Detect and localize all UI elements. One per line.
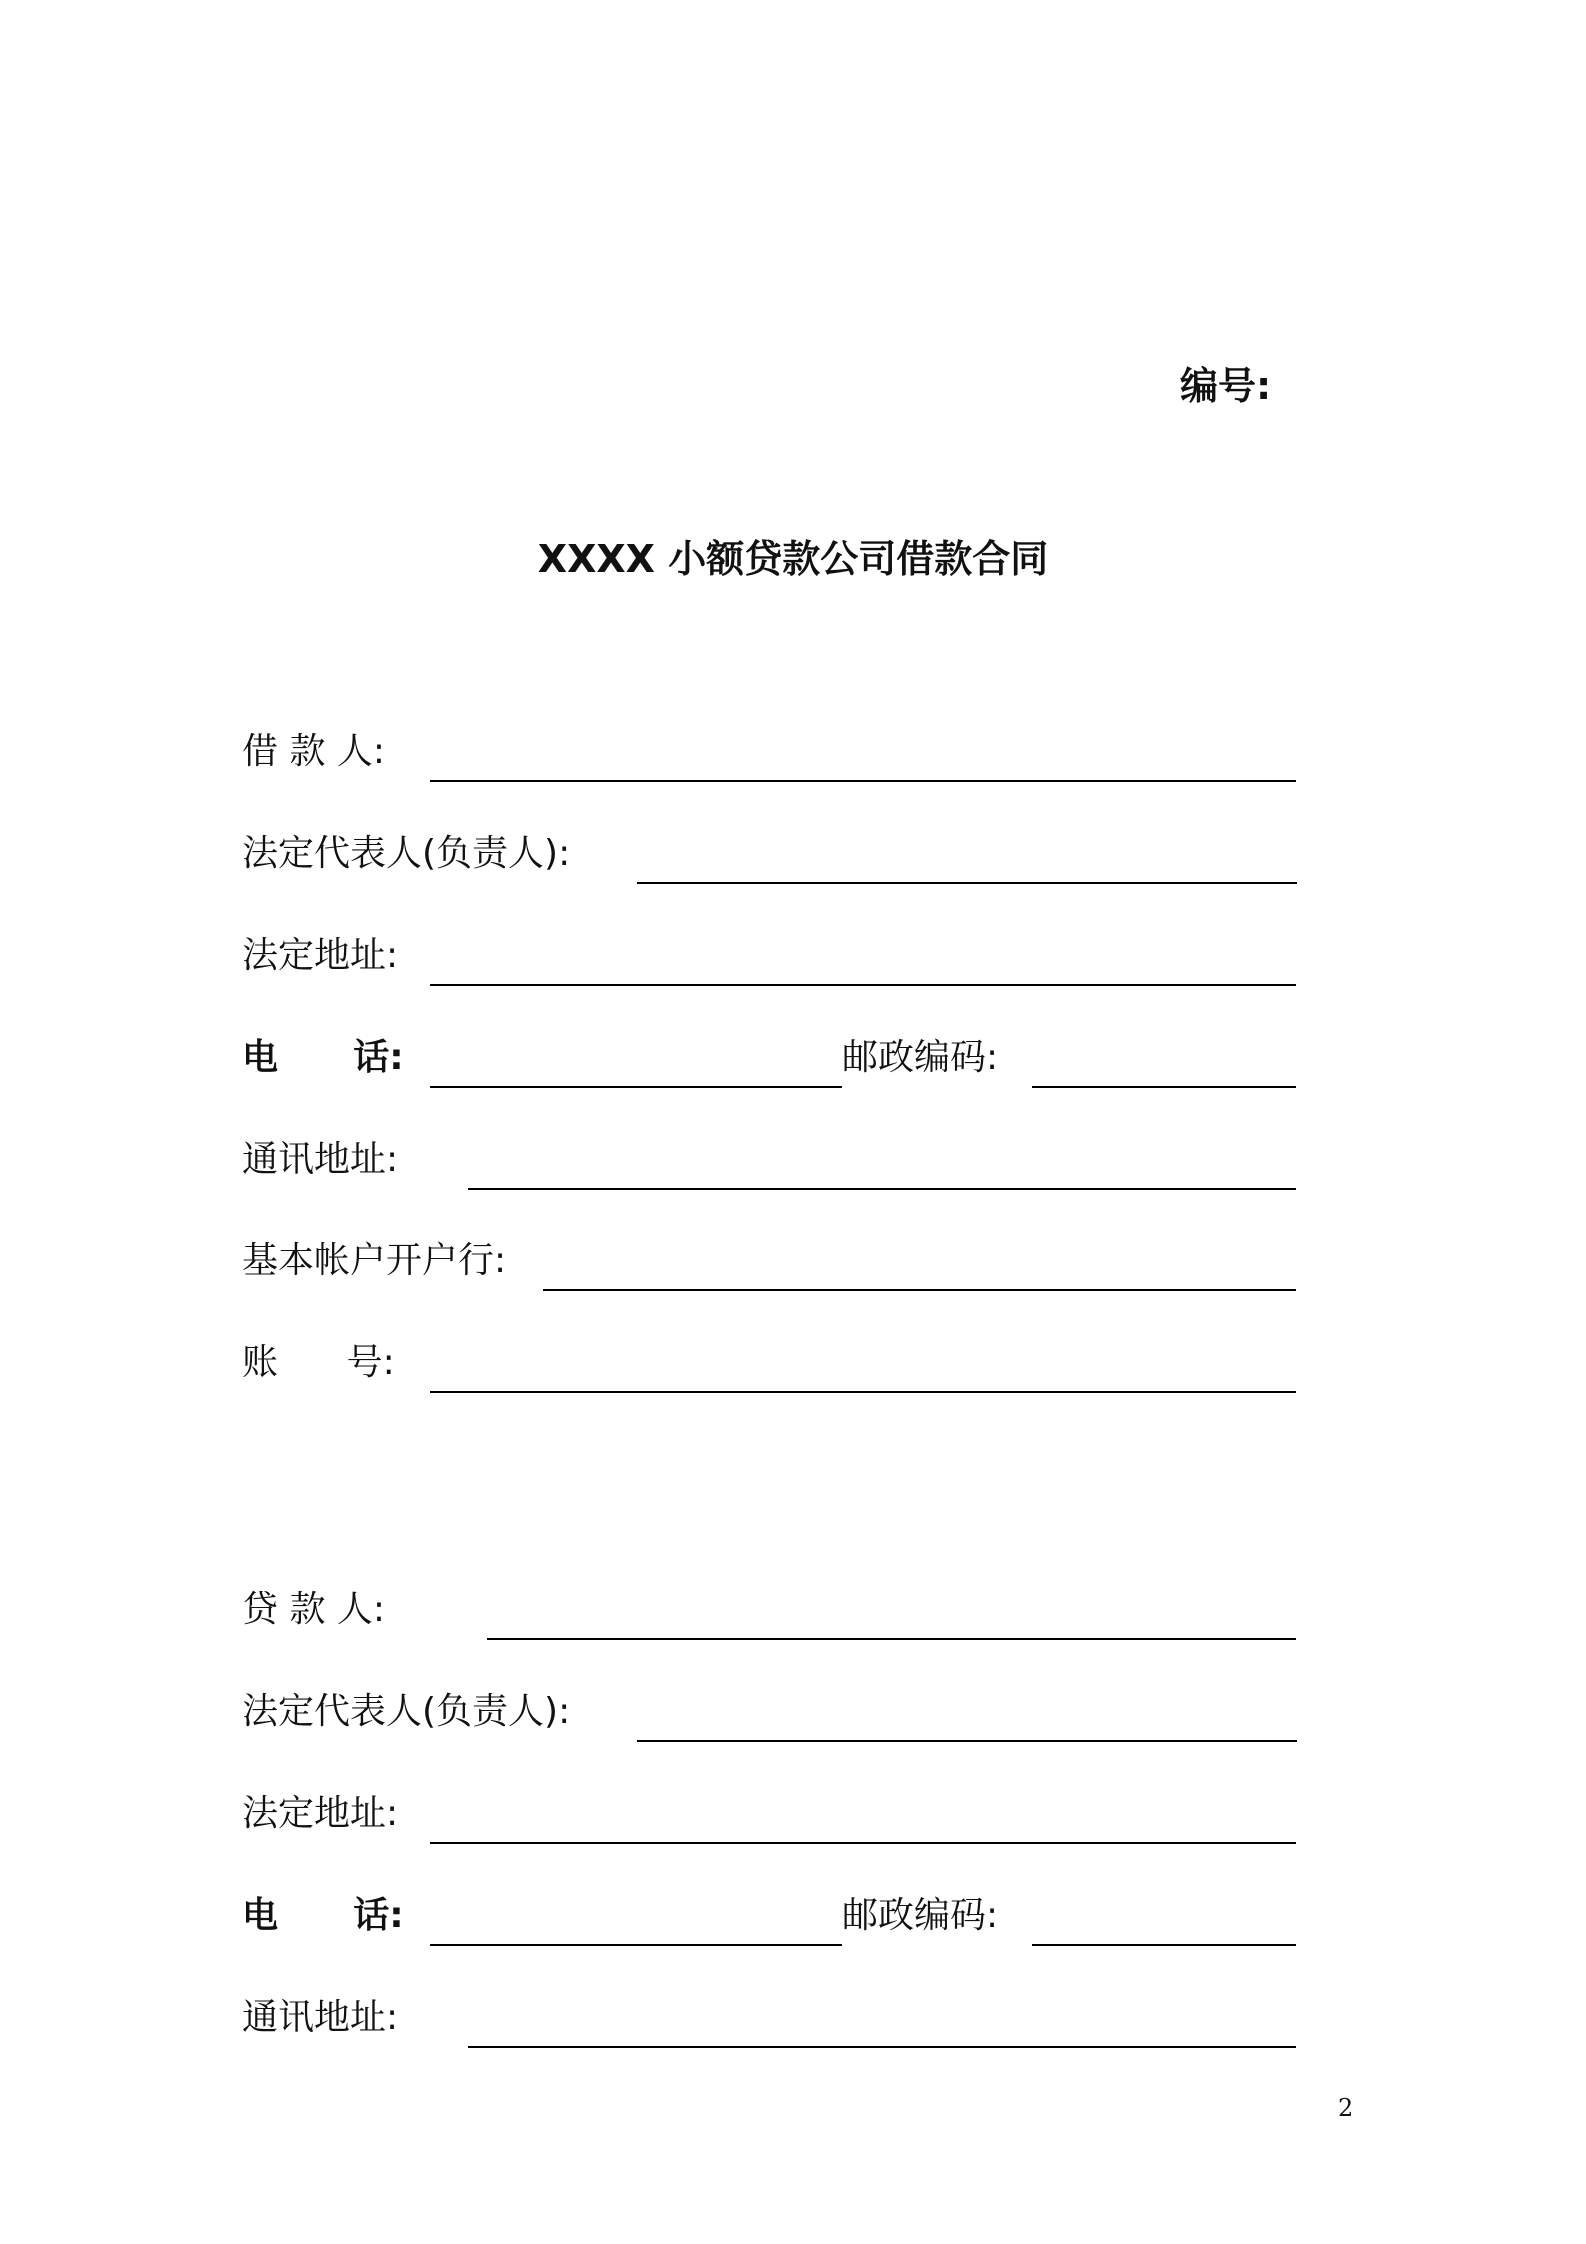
borrower-bank-label: 基本帐户开户行: xyxy=(242,1240,507,1281)
borrower-postcode-field[interactable] xyxy=(1032,1086,1296,1088)
lender-rep-label: 法定代表人(负责人): xyxy=(242,1691,571,1732)
borrower-name-label: 借 款 人: xyxy=(242,731,386,772)
lender-name-field[interactable] xyxy=(487,1638,1296,1640)
lender-phone-field[interactable] xyxy=(430,1944,842,1946)
lender-mail-address-label: 通讯地址: xyxy=(242,1997,399,2038)
borrower-legal-address-label: 法定地址: xyxy=(242,935,399,976)
lender-rep-field[interactable] xyxy=(637,1740,1297,1742)
lender-postcode-label: 邮政编码: xyxy=(842,1895,999,1936)
page-number: 2 xyxy=(1338,2094,1354,2122)
contract-title: XXXX 小额贷款公司借款合同 xyxy=(537,537,1049,581)
borrower-legal-address-field[interactable] xyxy=(430,984,1296,986)
borrower-phone-label: 电 话: xyxy=(242,1037,404,1078)
lender-legal-address-label: 法定地址: xyxy=(242,1793,399,1834)
lender-mail-address-field[interactable] xyxy=(468,2046,1296,2048)
borrower-mail-address-field[interactable] xyxy=(468,1188,1296,1190)
borrower-rep-field[interactable] xyxy=(637,882,1297,884)
borrower-phone-field[interactable] xyxy=(430,1086,842,1088)
borrower-mail-address-label: 通讯地址: xyxy=(242,1139,399,1180)
borrower-bank-field[interactable] xyxy=(543,1289,1296,1291)
borrower-name-field[interactable] xyxy=(430,780,1296,782)
lender-phone-label: 电 话: xyxy=(242,1895,404,1936)
lender-name-label: 贷 款 人: xyxy=(242,1589,386,1630)
contract-number-label: 编号: xyxy=(1180,364,1272,408)
borrower-rep-label: 法定代表人(负责人): xyxy=(242,833,571,874)
borrower-account-label: 账 号: xyxy=(242,1342,395,1383)
borrower-postcode-label: 邮政编码: xyxy=(842,1037,999,1078)
lender-postcode-field[interactable] xyxy=(1032,1944,1296,1946)
borrower-account-field[interactable] xyxy=(430,1391,1296,1393)
lender-legal-address-field[interactable] xyxy=(430,1842,1296,1844)
